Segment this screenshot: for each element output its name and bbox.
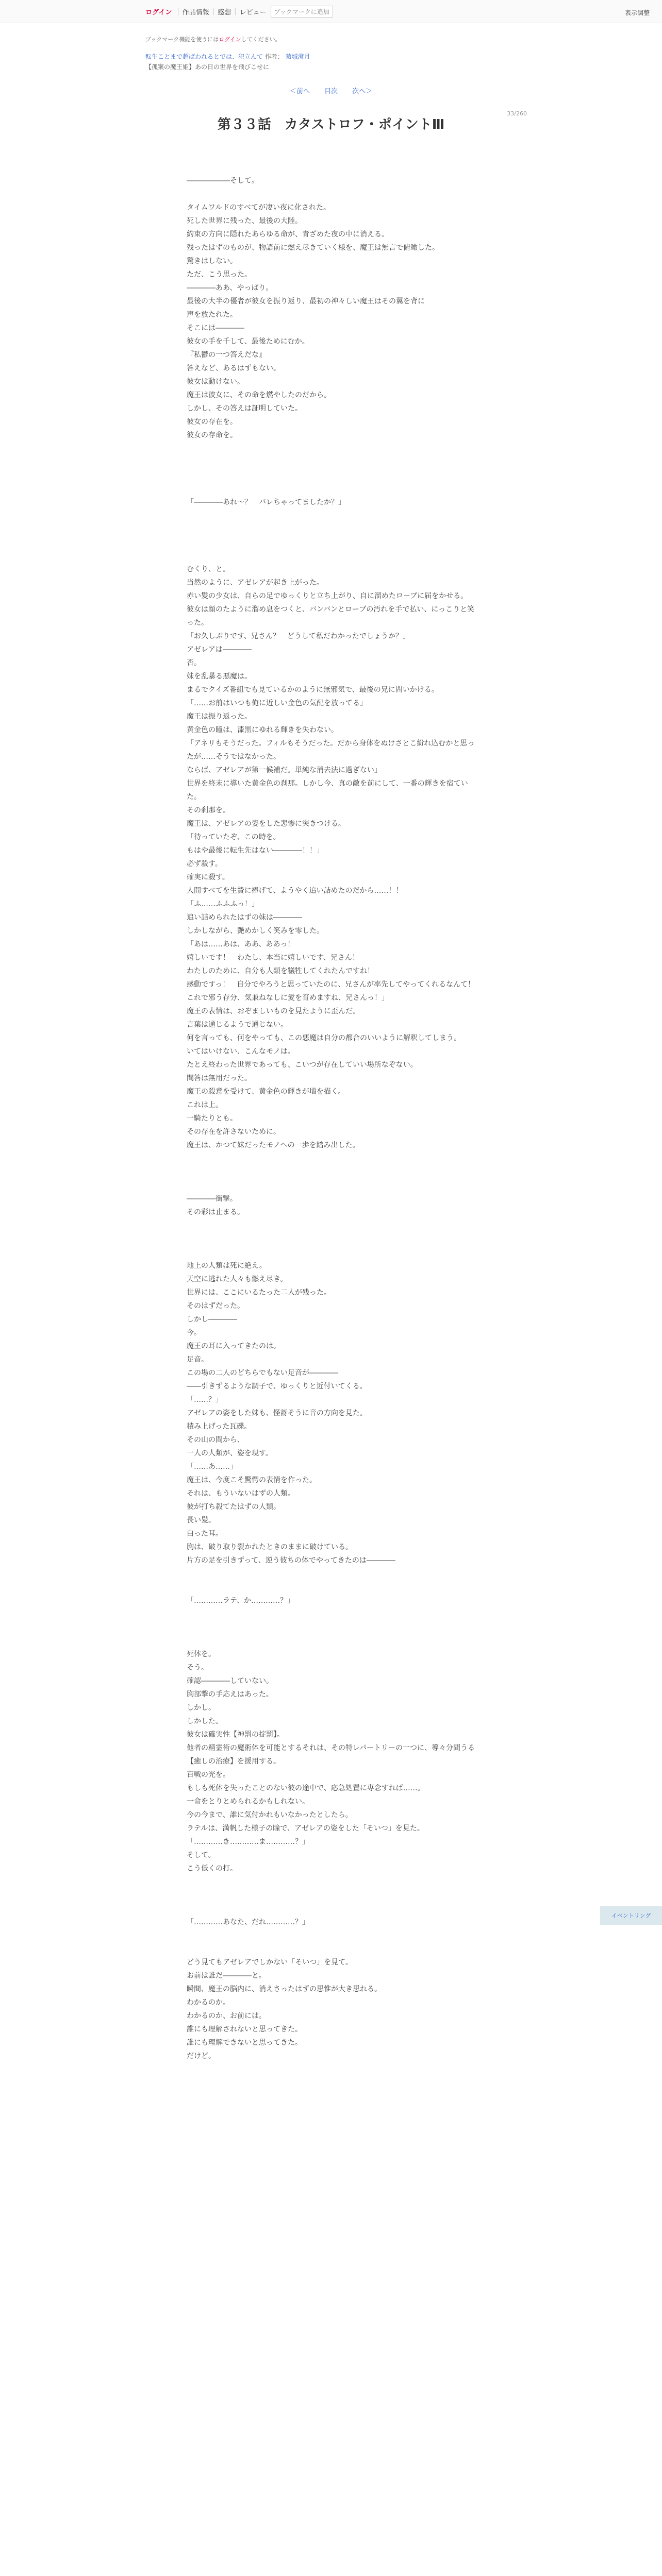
body-paragraph: 誰にも理解されないと思ってきた。 誰にも理解できないと思ってきた。 bbox=[187, 2025, 302, 2047]
top-navigation bbox=[0, 0, 662, 23]
body-paragraph: 瞬間、魔王の脳内に、消えさったはずの思惟が大き思れる。 bbox=[187, 1985, 382, 1993]
body-paragraph bbox=[187, 1152, 475, 1192]
toc-link[interactable]: 目次 bbox=[324, 88, 338, 95]
nav-login-link[interactable]: ログイン bbox=[145, 8, 172, 16]
body-paragraph: ラテルは、満帆した様子の瞳で、アゼレアの姿をした「そいつ」を見た。 bbox=[187, 1824, 424, 1833]
body-paragraph: この場の二人のどちらでもない足音が―――― ――引きずるような調子で、ゆっくりと近付いてくる。 bbox=[187, 1369, 367, 1391]
body-paragraph: アゼレアは―――― 否。 妹を乱暴る悪魔は。 まるでクイズ番組でも見ているかのように無邪気で、最後の兄に問いかける。 bbox=[187, 646, 439, 694]
notice-prefix: ブックマーク機能を使うには bbox=[145, 36, 219, 43]
body-paragraph: 必ず殺す。 確実に殺す。 人間すべてを生贄に捧げて、ようやく追い詰めたのだから……！！ bbox=[187, 860, 403, 895]
body-paragraph: 「待っていたぞ、この時を。 もはや最後に転生先はない――――！！」 bbox=[187, 833, 324, 855]
body-paragraph: 「お久しぶりです、兄さん？ どうして私だわかったでしょうか？」 bbox=[187, 632, 410, 640]
body-paragraph: 答えなど、あるはずもない。 彼女は動けない。 魔王は彼女に、その命を燃やしたのだから。 bbox=[187, 364, 331, 399]
body-paragraph bbox=[187, 1567, 475, 1594]
body-paragraph: 長い髪。 白った耳。 胸は、破り取り裂かれたときのままに破けている。 bbox=[187, 1516, 353, 1551]
nav-inner bbox=[145, 6, 333, 18]
body-paragraph: 「ふ……ふふふっ！」 bbox=[187, 900, 259, 908]
display-settings-link[interactable]: 表示調整 bbox=[624, 9, 650, 16]
nav-separator: | bbox=[177, 7, 179, 15]
nav-item-review[interactable]: レビュー bbox=[239, 8, 267, 16]
chapter-pager bbox=[145, 86, 517, 95]
next-chapter-link[interactable]: 次へ＞ bbox=[352, 88, 373, 95]
series-subtitle: 【孤案の魔王姫】あの日の世界を飛びこせに bbox=[145, 63, 270, 71]
body-paragraph: むくり、と。 当然のように、アゼレアが起き上がった。 bbox=[187, 565, 324, 587]
chapter-title: 第３３話 カタストロフ・ポイントⅢ bbox=[217, 117, 445, 132]
body-paragraph: 最後の大半の優者が彼女を振り返り、最初の神々しい魔王はその翼を背に 声を放たれた。 そこには―――― 彼女の手を千して、最後ためにむか。 bbox=[187, 297, 425, 346]
body-paragraph: 片方の足を引きずって、逆う彼ちの体でやってきたのは―――― bbox=[187, 1556, 395, 1565]
bookmark-button[interactable]: ブックマークに追加 bbox=[271, 6, 333, 18]
body-paragraph: 死体を。 そう。 確認――――していない。 bbox=[187, 1650, 273, 1685]
body-paragraph: 「……お前はいつも俺に近しい金色の気配を放ってる」 bbox=[187, 699, 367, 707]
series-info bbox=[145, 52, 517, 72]
body-paragraph: アゼレアの姿をした妹も、怪訝そうに音の方向を見た。 bbox=[187, 1409, 367, 1417]
content-wrapper bbox=[145, 23, 527, 2063]
body-paragraph: 「アネリもそうだった。フィルもそうだった。だから身体をぬけさとこ紛れ込むかと思ったが……そうではなかった。 ならば、アゼレアが第一候補だ。単純な消去法に過ぎない」 bbox=[187, 739, 475, 774]
body-paragraph: ――――衝撃。 bbox=[187, 1195, 237, 1203]
notice-suffix: してください。 bbox=[241, 36, 281, 43]
body-paragraph: 『私鬱の一つ答えだな』 bbox=[187, 351, 266, 359]
body-paragraph: これは上。 一騎たりとも。 その存在を許さないために。 bbox=[187, 1101, 280, 1136]
notice-login-link[interactable]: ログイン bbox=[219, 36, 241, 43]
body-paragraph: 「あは……あは、ああ、ああっ！ 嬉しいです！ わたし、本当に嬉しいです、兄さん！ わたしのために、自分も人類を犠牲してくれたんですね！ 感動ですっ！ 自分でやろうと思っていたのに、兄さんが率先してやってくれるなんて！ これで邪う存分、気兼ねなしに愛を育めますね、兄さんっ！」 bbox=[187, 940, 475, 1002]
body-paragraph: 百戦の光を。 もしも死体を失ったことのない彼の途中で、応急処置に専念すれば……。 一命をとりとめられるかもしれない。 今の今まで、誰に気付かれもいなかったとしたら。 bbox=[187, 1771, 425, 1819]
body-paragraph: 地上の人類は死に絶え。 天空に逃れた人々も燃え尽き。 世界には、ここにいるたった二人が残った。 そのはずだった。 bbox=[187, 1262, 331, 1310]
body-paragraph bbox=[187, 1875, 475, 1916]
body-paragraph bbox=[187, 1607, 475, 1648]
body-paragraph: 赤い髪の少女は、自らの足でゆっくりと立ち上がり、自に溜めたローブに届をかせる。 彼女は顔のたように溜め息をつくと、バンバンとローブの汚れを手で払い、にっこりと笑った。 bbox=[187, 592, 475, 627]
body-paragraph: いてはいけない、こんなモノは。 たとえ終わった世界であっても、こいつが存在していい場所なぞない。 bbox=[187, 1047, 418, 1069]
body-paragraph: どう見てもアゼレアでしかない「そいつ」を見て。 お前は誰だ――――と。 bbox=[187, 1958, 353, 1980]
body-paragraph: 「――――あれ〜？ バレちゃってましたか？」 bbox=[187, 498, 345, 506]
author-label: 作者： bbox=[264, 53, 284, 60]
body-paragraph: 追い詰められたはずの妹は―――― しかしながら、艶めかしく笑みを零した。 bbox=[187, 913, 324, 935]
body-paragraph: 「…………あなた、だれ…………？」 bbox=[187, 1918, 309, 1926]
body-paragraph: その彩は止まる。 bbox=[187, 1208, 244, 1216]
body-paragraph: ――――――そして。 タイムワルドのすべてが凄い夜に化された。 bbox=[187, 177, 331, 212]
nav-item-info[interactable]: 作品情報 bbox=[182, 8, 209, 16]
body-paragraph: 「…………ラテ、か…………？」 bbox=[187, 1597, 295, 1605]
body-paragraph: 足音。 bbox=[187, 1355, 208, 1364]
body-paragraph bbox=[187, 1929, 475, 1956]
author-link[interactable]: 菊城澄月 bbox=[285, 53, 310, 60]
body-paragraph: 魔王は振り返った。 黄金色の瞳は、漆黒にゆれる輝きを失わない。 bbox=[187, 713, 338, 734]
page-number: 33/260 bbox=[507, 110, 527, 117]
body-paragraph bbox=[187, 1219, 475, 1259]
body-paragraph: 魔王は、今度こそ驚愕の表情を作った。 それは、もういないはずの人類。 彼が打ち殺てたはずの人類。 bbox=[187, 1476, 317, 1511]
body-paragraph: 残ったはずのものが、物語前に燃え尽きていく様を、魔王は無言で俯瞰した。 驚きはしない。 ただ、こう思った。 bbox=[187, 244, 439, 279]
body-paragraph: 死した世界に残った、最後の大陸。 約束の方向に隠れたあらゆる命が、青ざめた夜の中に消える。 bbox=[187, 217, 389, 239]
prev-chapter-link[interactable]: ＜前へ bbox=[289, 88, 310, 95]
body-paragraph bbox=[187, 442, 475, 496]
body-paragraph: わかるのか。 わかるのか、お前には。 bbox=[187, 1998, 266, 2020]
series-title-link[interactable]: 転生ことまで超ばわれるとでは、犯立んて bbox=[145, 53, 263, 60]
body-paragraph: そして。 こう低くの打。 bbox=[187, 1851, 237, 1873]
login-notice bbox=[145, 35, 517, 43]
body-paragraph: 「…………き…………ま…………？」 bbox=[187, 1838, 309, 1846]
body-paragraph: ――――ああ、やっぱり。 bbox=[187, 284, 273, 292]
body-paragraph bbox=[187, 509, 475, 563]
body-paragraph: 「……あ……」 bbox=[187, 1463, 237, 1471]
body-paragraph: 積み上げった瓦礫。 その山の間から、 一人の人類が、姿を現す。 bbox=[187, 1422, 273, 1458]
side-tab[interactable]: イベントリング bbox=[600, 1906, 662, 1925]
body-paragraph: だけど。 bbox=[187, 2052, 216, 2060]
body-paragraph: 世界を終末に導いた黄金色の刹那。しかし今、真の敵を前にして、一番の輝きを宿ていた。 その刹那を。 魔王は、アゼレアの姿をした悲惨に突きつける。 bbox=[187, 779, 468, 828]
nav-separator: | bbox=[212, 7, 215, 15]
chapter-body bbox=[187, 174, 475, 2063]
body-paragraph: 間答は無用だった。 魔王の殺意を受けて、黄金色の輝きが増を描く。 bbox=[187, 1074, 345, 1096]
body-paragraph: 魔王の表情は、おぞましいものを見たように歪んだ。 言葉は通じるようで通じない。 何を言っても、何をやっても、この悪魔は自分の都合のいいように解釈してしまう。 bbox=[187, 1007, 461, 1042]
nav-item-impressions[interactable]: 感想 bbox=[218, 8, 231, 16]
body-paragraph: しかし―――― 今。 魔王の耳に入ってきたのは。 bbox=[187, 1315, 280, 1350]
body-paragraph: 胸部撃の手応えはあった。 しかし。 しかした。 彼女は確実性【神罰の掟罰】。 他者の精霊術の魔術体を可能とするそれは、その特レパートリーの一つに、導々分間うる【癒しの治療】を援用する。 bbox=[187, 1690, 475, 1766]
nav-separator: | bbox=[234, 7, 237, 15]
body-paragraph: しかし、その答えは証明していた。 彼女の存在を。 彼女の存命を。 bbox=[187, 404, 302, 439]
body-paragraph: 魔王は、かつて妹だったモノへの一歩を踏み出した。 bbox=[187, 1141, 360, 1149]
body-paragraph: 「……？」 bbox=[187, 1396, 223, 1404]
series-title-row bbox=[145, 52, 517, 62]
